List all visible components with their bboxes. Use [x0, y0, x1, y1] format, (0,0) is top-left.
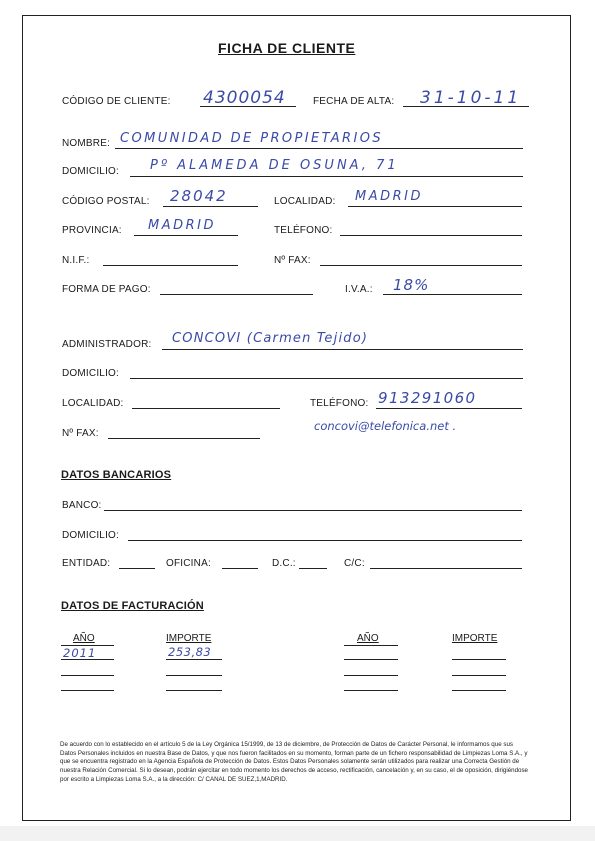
col-year-right: AÑO	[357, 633, 379, 644]
datos-facturacion-heading: DATOS DE FACTURACIÓN	[61, 600, 204, 612]
row-2-right-amount-line[interactable]	[452, 675, 506, 676]
row-1-year[interactable]: 2011	[63, 646, 97, 660]
bancario-domicilio-line[interactable]	[128, 540, 522, 541]
row-3-right-amount-line[interactable]	[452, 690, 506, 691]
fax-label: Nº FAX:	[274, 255, 311, 266]
fecha-alta-value[interactable]: 31-10-11	[420, 88, 522, 108]
admin-localidad-line[interactable]	[132, 408, 280, 409]
page-title: FICHA DE CLIENTE	[218, 40, 356, 56]
provincia-line	[134, 235, 238, 236]
cc-line[interactable]	[370, 568, 522, 569]
col-amount-right: IMPORTE	[452, 633, 498, 644]
admin-email-value[interactable]: concovi@telefonica.net .	[314, 419, 457, 433]
admin-fax-label: Nº FAX:	[62, 428, 99, 439]
domicilio-label: DOMICILIO:	[62, 166, 120, 177]
codigo-postal-label: CÓDIGO POSTAL:	[62, 196, 150, 207]
forma-pago-label: FORMA DE PAGO:	[62, 284, 151, 295]
domicilio-value[interactable]: Pº ALAMEDA DE OSUNA, 71	[150, 158, 399, 173]
row-1-amount[interactable]: 253,83	[168, 645, 212, 659]
domicilio-line	[130, 176, 523, 177]
row-2-right-year-line[interactable]	[344, 675, 398, 676]
row-1-year-line	[61, 659, 114, 660]
admin-domicilio-label: DOMICILIO:	[62, 368, 120, 379]
datos-bancarios-heading: DATOS BANCARIOS	[61, 469, 172, 481]
codigo-cliente-label: CÓDIGO DE CLIENTE:	[62, 96, 171, 107]
telefono-line[interactable]	[340, 235, 522, 236]
administrador-label: ADMINISTRADOR:	[62, 339, 152, 350]
provincia-label: PROVINCIA:	[62, 225, 122, 236]
iva-value[interactable]: 18%	[393, 276, 430, 294]
admin-telefono-line	[376, 408, 522, 409]
iva-label: I.V.A.:	[345, 284, 373, 295]
nif-label: N.I.F.:	[62, 255, 90, 266]
oficina-line[interactable]	[222, 568, 258, 569]
row-1-amount-line	[166, 659, 222, 660]
localidad-line	[348, 206, 522, 207]
row-2-amount-line[interactable]	[166, 675, 222, 676]
nombre-value[interactable]: COMUNIDAD DE PROPIETARIOS	[120, 131, 383, 146]
admin-localidad-label: LOCALIDAD:	[62, 398, 124, 409]
dc-label: D.C.:	[272, 558, 296, 569]
row-3-year-line[interactable]	[61, 690, 114, 691]
page-edge-shadow	[0, 826, 595, 841]
admin-fax-line[interactable]	[108, 438, 260, 439]
entidad-label: ENTIDAD:	[62, 558, 111, 569]
administrador-value[interactable]: CONCOVI (Carmen Tejido)	[172, 331, 369, 346]
entidad-line[interactable]	[119, 568, 155, 569]
telefono-label: TELÉFONO:	[274, 225, 333, 236]
banco-label: BANCO:	[62, 500, 102, 511]
admin-domicilio-line[interactable]	[130, 378, 523, 379]
row-3-right-year-line[interactable]	[344, 690, 398, 691]
localidad-label: LOCALIDAD:	[274, 196, 336, 207]
bancario-domicilio-label: DOMICILIO:	[62, 530, 120, 541]
col-year-left: AÑO	[73, 633, 95, 644]
iva-line	[383, 294, 522, 295]
provincia-value[interactable]: MADRID	[148, 218, 216, 233]
cc-label: C/C:	[344, 558, 365, 569]
banco-line[interactable]	[104, 510, 522, 511]
fecha-alta-label: FECHA DE ALTA:	[313, 96, 395, 107]
administrador-line	[162, 349, 523, 350]
nombre-label: NOMBRE:	[62, 138, 111, 149]
row-3-amount-line[interactable]	[166, 690, 222, 691]
row-2-year-line[interactable]	[61, 675, 114, 676]
legal-notice: De acuerdo con lo establecido en el artículo 5 de la Ley Orgánica 15/1999, de 13 de diciembre, de Protección de Datos de Carácter Personal, le informamos que sus Datos Personales incluidos en nuestra Base de Datos, y que nos fueron facilitados en su momento, forman parte de un fichero responsabilidad de Limpiezas Loma S.A., y que se encuentra registrado en la Agencia Española de Protección de Datos. Estos Datos Personales solamente serán utilizados para realizar una Correcta Gestión de nuestra Relación Comercial. Si lo desean, podrán ejercitar en todo momento los derechos de acceso, rectificación, cancelación y, en su caso, el de oposición, dirigiéndose por escrito a Limpiezas Loma S.A., a la dirección: C/ CANAL DE SUEZ,1,MADRID.	[60, 741, 528, 783]
col-year-right-underline	[344, 645, 398, 646]
oficina-label: OFICINA:	[166, 558, 211, 569]
dc-line[interactable]	[299, 568, 327, 569]
codigo-postal-line	[163, 206, 258, 207]
row-1-right-year-line[interactable]	[344, 659, 398, 660]
nif-line[interactable]	[103, 265, 238, 266]
col-amount-left: IMPORTE	[166, 633, 212, 644]
admin-telefono-label: TELÉFONO:	[310, 398, 369, 409]
forma-pago-line[interactable]	[160, 294, 313, 295]
admin-telefono-value[interactable]: 913291060	[378, 389, 477, 407]
codigo-postal-value[interactable]: 28042	[170, 187, 228, 205]
localidad-value[interactable]: MADRID	[355, 189, 423, 204]
nombre-line	[115, 148, 523, 149]
codigo-cliente-value[interactable]: 4300054	[203, 88, 286, 108]
fax-line[interactable]	[320, 265, 522, 266]
row-1-right-amount-line[interactable]	[452, 659, 506, 660]
